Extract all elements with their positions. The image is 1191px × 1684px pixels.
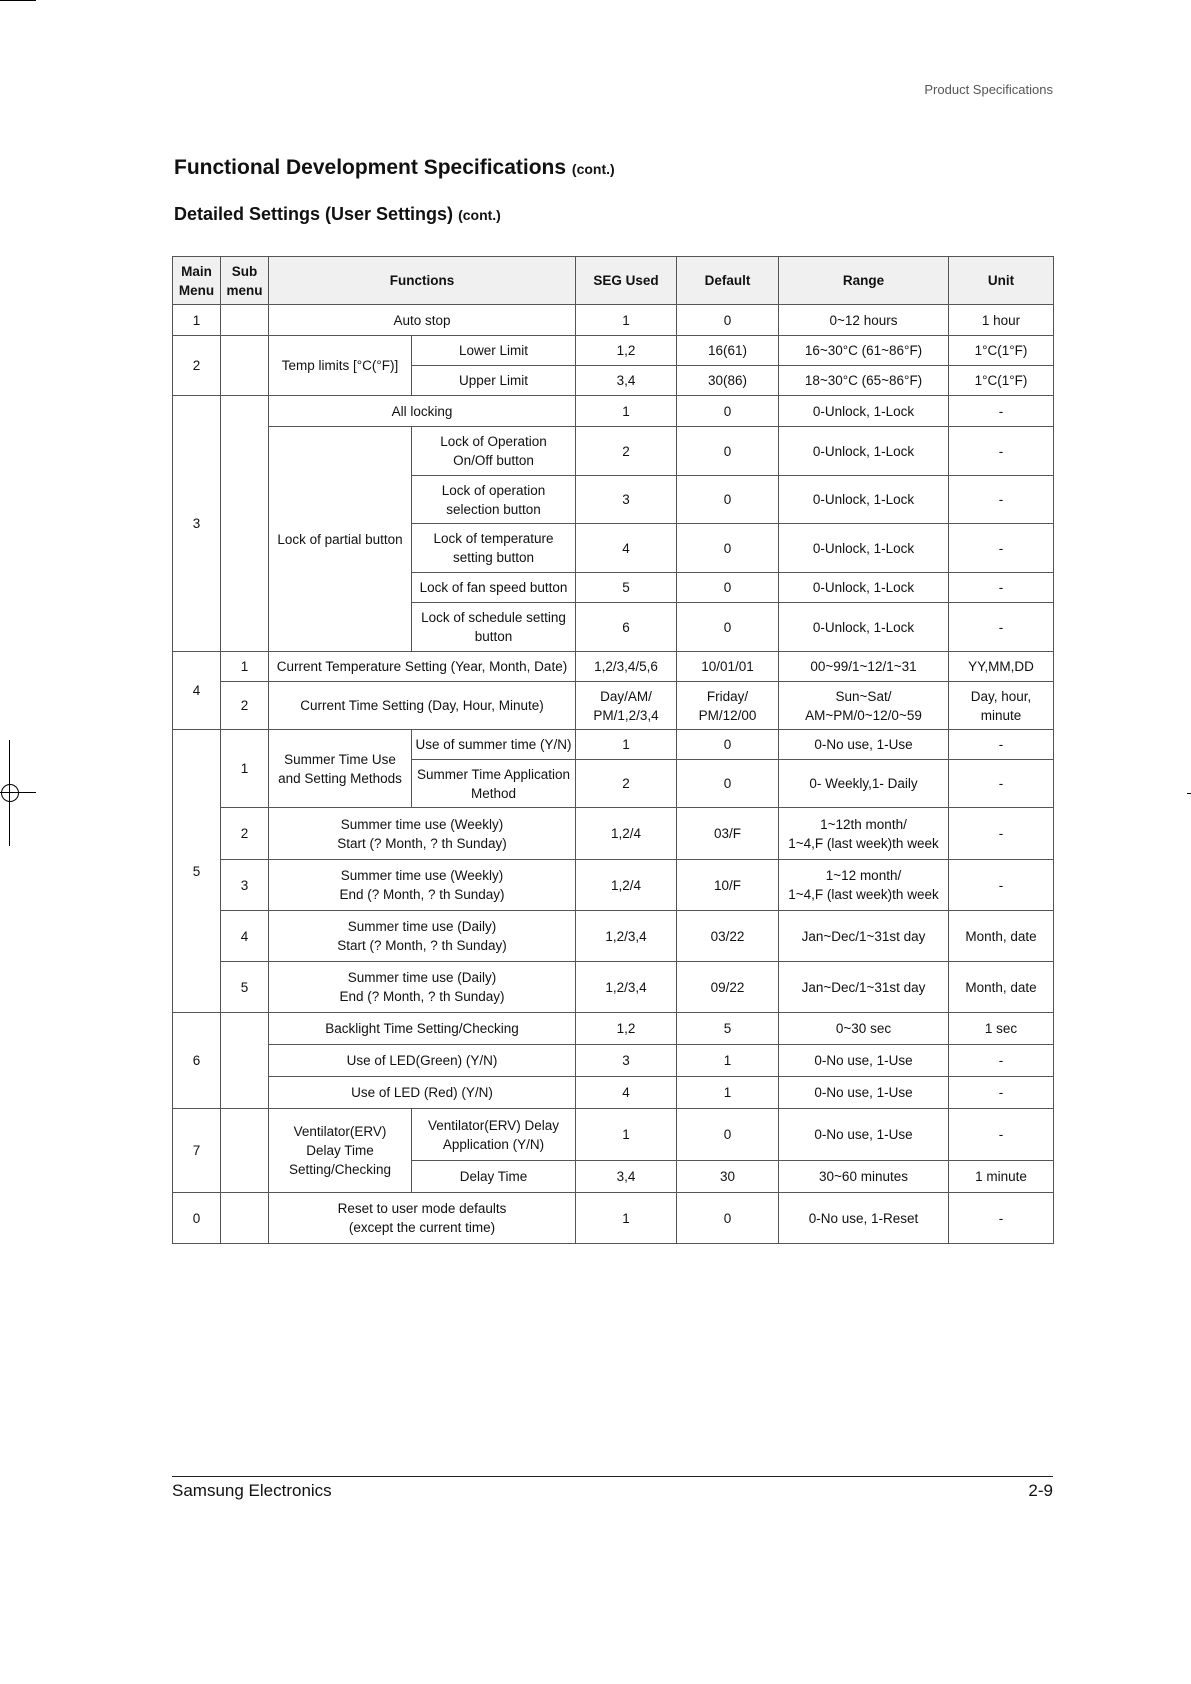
- sub-menu-cell: [221, 305, 269, 336]
- range-cell: 0- Weekly,1- Daily: [779, 760, 949, 808]
- function-cell: Lock of fan speed button: [412, 573, 576, 603]
- user-settings-table: [172, 256, 1054, 1244]
- table-row: [173, 427, 1054, 476]
- function-group-cell: Ventilator(ERV) Delay Time Setting/Checking: [269, 1109, 412, 1193]
- unit-cell: -: [949, 760, 1054, 808]
- table-row: [173, 336, 1054, 366]
- range-cell: 0-Unlock, 1-Lock: [779, 603, 949, 652]
- header-seg-used: SEG Used: [576, 257, 677, 305]
- seg-cell: 1,2: [576, 1013, 677, 1045]
- function-cell: Ventilator(ERV) Delay Application (Y/N): [412, 1109, 576, 1161]
- function-cell: Summer time use (Weekly) End (? Month, ? th Sunday): [269, 860, 576, 911]
- sub-menu-cell: 3: [221, 860, 269, 911]
- function-cell: All locking: [269, 396, 576, 427]
- default-cell: 0: [677, 573, 779, 603]
- section-title-suffix: (cont.): [458, 207, 501, 223]
- unit-cell: Month, date: [949, 962, 1054, 1013]
- unit-cell: 1°C(1°F): [949, 366, 1054, 396]
- seg-cell: 1,2/4: [576, 808, 677, 860]
- range-cell: 0-Unlock, 1-Lock: [779, 396, 949, 427]
- sub-menu-cell: [221, 1013, 269, 1109]
- default-cell: 5: [677, 1013, 779, 1045]
- registration-mark-left: [0, 740, 36, 846]
- seg-cell: 1,2/3,4/5,6: [576, 652, 677, 682]
- unit-cell: -: [949, 1077, 1054, 1109]
- seg-cell: 2: [576, 427, 677, 476]
- seg-cell: 1: [576, 305, 677, 336]
- page-title-suffix: (cont.): [571, 161, 615, 177]
- range-cell: 1~12th month/ 1~4,F (last week)th week: [779, 808, 949, 860]
- range-cell: 0-No use, 1-Use: [779, 730, 949, 760]
- default-cell: 1: [677, 1045, 779, 1077]
- main-menu-cell: 7: [173, 1109, 221, 1193]
- header-range: Range: [779, 257, 949, 305]
- function-cell: Current Time Setting (Day, Hour, Minute): [269, 682, 576, 730]
- table-row: [173, 962, 1054, 1013]
- header-row: [173, 257, 1054, 305]
- seg-cell: 1,2/3,4: [576, 911, 677, 962]
- unit-cell: 1°C(1°F): [949, 336, 1054, 366]
- running-header: Product Specifications: [924, 82, 1053, 97]
- default-cell: 1: [677, 1077, 779, 1109]
- function-group-cell: Temp limits [°C(°F)]: [269, 336, 412, 396]
- page-title-text: Functional Development Specifications: [174, 156, 567, 179]
- header-main-menu: Main Menu: [173, 257, 221, 305]
- default-cell: 0: [677, 305, 779, 336]
- table-row: [173, 1013, 1054, 1045]
- default-cell: 10/01/01: [677, 652, 779, 682]
- unit-cell: 1 sec: [949, 1013, 1054, 1045]
- sub-menu-cell: 4: [221, 911, 269, 962]
- table-row: [173, 396, 1054, 427]
- main-menu-cell: 1: [173, 305, 221, 336]
- main-menu-cell: 2: [173, 336, 221, 396]
- function-cell: Use of LED (Red) (Y/N): [269, 1077, 576, 1109]
- default-cell: Friday/ PM/12/00: [677, 682, 779, 730]
- table-row: [173, 808, 1054, 860]
- range-cell: 0-No use, 1-Reset: [779, 1193, 949, 1244]
- sub-menu-cell: [221, 1109, 269, 1193]
- page-title: [174, 156, 615, 180]
- range-cell: 0-Unlock, 1-Lock: [779, 573, 949, 603]
- range-cell: 0~30 sec: [779, 1013, 949, 1045]
- function-cell: Lock of Operation On/Off button: [412, 427, 576, 476]
- range-cell: 1~12 month/ 1~4,F (last week)th week: [779, 860, 949, 911]
- range-cell: 16~30°C (61~86°F): [779, 336, 949, 366]
- range-cell: 30~60 minutes: [779, 1161, 949, 1193]
- function-cell: Use of summer time (Y/N): [412, 730, 576, 760]
- default-cell: 0: [677, 476, 779, 524]
- sub-menu-cell: 1: [221, 652, 269, 682]
- sub-menu-cell: [221, 336, 269, 396]
- unit-cell: -: [949, 427, 1054, 476]
- sub-menu-cell: 1: [221, 730, 269, 808]
- default-cell: 0: [677, 603, 779, 652]
- seg-cell: 1,2: [576, 336, 677, 366]
- default-cell: 0: [677, 1193, 779, 1244]
- unit-cell: -: [949, 476, 1054, 524]
- section-title-text: Detailed Settings (User Settings): [174, 204, 454, 224]
- function-cell: Summer time use (Daily) End (? Month, ? th Sunday): [269, 962, 576, 1013]
- default-cell: 09/22: [677, 962, 779, 1013]
- unit-cell: -: [949, 730, 1054, 760]
- default-cell: 0: [677, 760, 779, 808]
- default-cell: 30: [677, 1161, 779, 1193]
- seg-cell: 3,4: [576, 366, 677, 396]
- table-row: [173, 682, 1054, 730]
- footer-company: Samsung Electronics: [172, 1481, 332, 1500]
- function-cell: Summer time use (Daily) Start (? Month, ? th Sunday): [269, 911, 576, 962]
- unit-cell: Day, hour, minute: [949, 682, 1054, 730]
- seg-cell: 3: [576, 476, 677, 524]
- table-row: [173, 730, 1054, 760]
- seg-cell: 3: [576, 1045, 677, 1077]
- function-cell: Reset to user mode defaults (except the current time): [269, 1193, 576, 1244]
- table-row: [173, 1193, 1054, 1244]
- function-cell: Backlight Time Setting/Checking: [269, 1013, 576, 1045]
- range-cell: Jan~Dec/1~31st day: [779, 962, 949, 1013]
- crop-mark-top-left: [0, 0, 36, 1]
- range-cell: 0~12 hours: [779, 305, 949, 336]
- table-row: [173, 860, 1054, 911]
- header-functions: Functions: [269, 257, 576, 305]
- header-unit: Unit: [949, 257, 1054, 305]
- sub-menu-cell: 2: [221, 808, 269, 860]
- range-cell: 0-Unlock, 1-Lock: [779, 427, 949, 476]
- function-cell: Summer time use (Weekly) Start (? Month, ? th Sunday): [269, 808, 576, 860]
- function-cell: Use of LED(Green) (Y/N): [269, 1045, 576, 1077]
- function-group-cell: Lock of partial button: [269, 427, 412, 652]
- function-cell: Lock of operation selection button: [412, 476, 576, 524]
- main-menu-cell: 3: [173, 396, 221, 652]
- seg-cell: 1: [576, 396, 677, 427]
- range-cell: 0-No use, 1-Use: [779, 1109, 949, 1161]
- section-title: [174, 204, 501, 225]
- unit-cell: Month, date: [949, 911, 1054, 962]
- seg-cell: 6: [576, 603, 677, 652]
- page-number: 2-9: [1028, 1481, 1053, 1500]
- seg-cell: 3,4: [576, 1161, 677, 1193]
- function-cell: Upper Limit: [412, 366, 576, 396]
- default-cell: 03/F: [677, 808, 779, 860]
- seg-cell: 1: [576, 1193, 677, 1244]
- table-row: [173, 1077, 1054, 1109]
- default-cell: 16(61): [677, 336, 779, 366]
- default-cell: 0: [677, 427, 779, 476]
- seg-cell: 4: [576, 1077, 677, 1109]
- unit-cell: 1 minute: [949, 1161, 1054, 1193]
- range-cell: Jan~Dec/1~31st day: [779, 911, 949, 962]
- table-row: [173, 1109, 1054, 1161]
- table-row: [173, 911, 1054, 962]
- table-row: [173, 652, 1054, 682]
- range-cell: 0-No use, 1-Use: [779, 1045, 949, 1077]
- main-menu-cell: 6: [173, 1013, 221, 1109]
- header-sub-menu: Sub menu: [221, 257, 269, 305]
- seg-cell: 4: [576, 524, 677, 573]
- range-cell: 0-Unlock, 1-Lock: [779, 476, 949, 524]
- seg-cell: Day/AM/ PM/1,2/3,4: [576, 682, 677, 730]
- range-cell: 00~99/1~12/1~31: [779, 652, 949, 682]
- unit-cell: -: [949, 1045, 1054, 1077]
- main-menu-cell: 4: [173, 652, 221, 730]
- seg-cell: 1,2/3,4: [576, 962, 677, 1013]
- function-cell: Current Temperature Setting (Year, Month, Date): [269, 652, 576, 682]
- registration-mark-right: [1187, 793, 1191, 794]
- footer-divider: [172, 1476, 1053, 1477]
- unit-cell: -: [949, 524, 1054, 573]
- default-cell: 0: [677, 730, 779, 760]
- range-cell: 18~30°C (65~86°F): [779, 366, 949, 396]
- default-cell: 03/22: [677, 911, 779, 962]
- unit-cell: -: [949, 860, 1054, 911]
- unit-cell: 1 hour: [949, 305, 1054, 336]
- seg-cell: 1,2/4: [576, 860, 677, 911]
- function-cell: Auto stop: [269, 305, 576, 336]
- unit-cell: -: [949, 1193, 1054, 1244]
- unit-cell: -: [949, 808, 1054, 860]
- unit-cell: -: [949, 573, 1054, 603]
- unit-cell: -: [949, 1109, 1054, 1161]
- default-cell: 30(86): [677, 366, 779, 396]
- seg-cell: 1: [576, 730, 677, 760]
- function-group-cell: Summer Time Use and Setting Methods: [269, 730, 412, 808]
- seg-cell: 2: [576, 760, 677, 808]
- main-menu-cell: 0: [173, 1193, 221, 1244]
- unit-cell: YY,MM,DD: [949, 652, 1054, 682]
- default-cell: 10/F: [677, 860, 779, 911]
- unit-cell: -: [949, 396, 1054, 427]
- default-cell: 0: [677, 524, 779, 573]
- range-cell: 0-No use, 1-Use: [779, 1077, 949, 1109]
- table-row: [173, 1045, 1054, 1077]
- unit-cell: -: [949, 603, 1054, 652]
- header-default: Default: [677, 257, 779, 305]
- function-cell: Delay Time: [412, 1161, 576, 1193]
- function-cell: Lock of temperature setting button: [412, 524, 576, 573]
- sub-menu-cell: 5: [221, 962, 269, 1013]
- seg-cell: 1: [576, 1109, 677, 1161]
- sub-menu-cell: [221, 396, 269, 652]
- range-cell: Sun~Sat/ AM~PM/0~12/0~59: [779, 682, 949, 730]
- function-cell: Lock of schedule setting button: [412, 603, 576, 652]
- seg-cell: 5: [576, 573, 677, 603]
- default-cell: 0: [677, 396, 779, 427]
- table-row: [173, 305, 1054, 336]
- function-cell: Lower Limit: [412, 336, 576, 366]
- sub-menu-cell: [221, 1193, 269, 1244]
- range-cell: 0-Unlock, 1-Lock: [779, 524, 949, 573]
- main-menu-cell: 5: [173, 730, 221, 1013]
- sub-menu-cell: 2: [221, 682, 269, 730]
- default-cell: 0: [677, 1109, 779, 1161]
- function-cell: Summer Time Application Method: [412, 760, 576, 808]
